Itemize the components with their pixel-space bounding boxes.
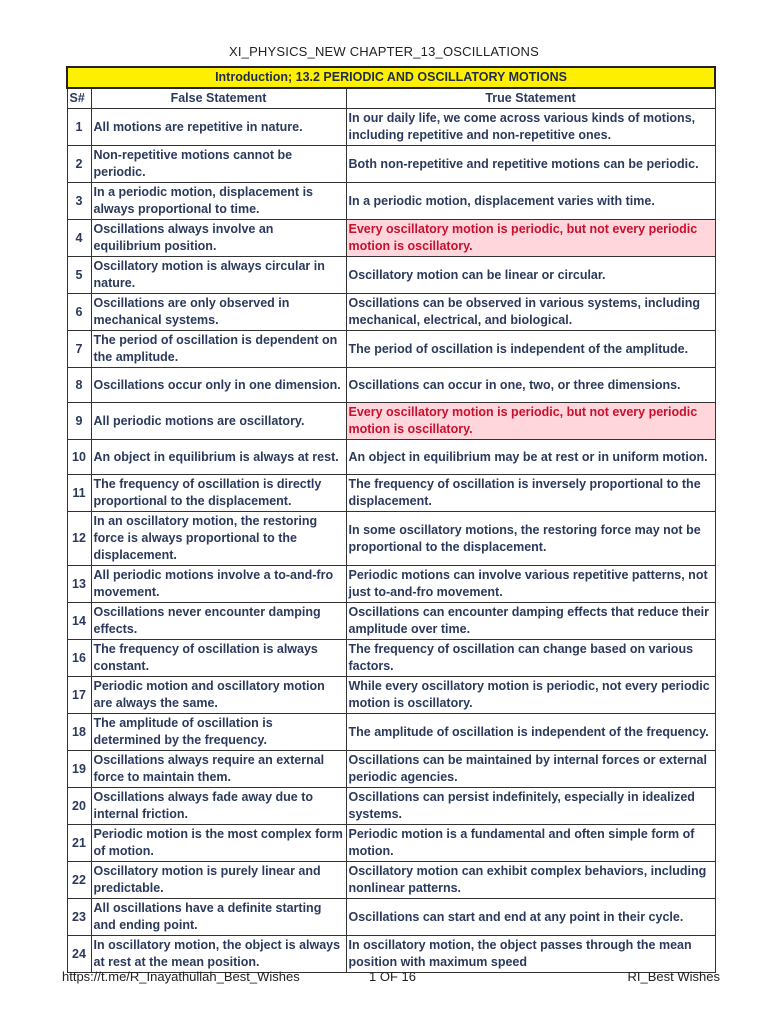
false-statement-cell: Oscillations are only observed in mechanical systems.: [91, 294, 346, 331]
true-statement-cell: Oscillations can occur in one, two, or three dimensions.: [346, 368, 715, 403]
table-row: [67, 899, 715, 936]
table-row: [67, 677, 715, 714]
table-row: [67, 257, 715, 294]
section-heading: Introduction; 13.2 PERIODIC AND OSCILLATORY MOTIONS: [67, 67, 715, 88]
false-statement-cell: The amplitude of oscillation is determined by the frequency.: [91, 714, 346, 751]
row-number: 19: [67, 751, 91, 788]
false-statement-cell: Oscillations never encounter damping effects.: [91, 603, 346, 640]
footer-link[interactable]: https://t.me/R_Inayathullah_Best_Wishes: [62, 969, 300, 984]
table-row: [67, 714, 715, 751]
table-row: [67, 183, 715, 220]
false-statement-cell: The period of oscillation is dependent on the amplitude.: [91, 331, 346, 368]
false-statement-cell: Oscillatory motion is purely linear and predictable.: [91, 862, 346, 899]
row-number: 17: [67, 677, 91, 714]
false-statement-cell: In a periodic motion, displacement is always proportional to time.: [91, 183, 346, 220]
serial-header: S#: [67, 88, 91, 109]
false-statement-cell: Non-repetitive motions cannot be periodic.: [91, 146, 346, 183]
row-number: 24: [67, 936, 91, 973]
true-statement-cell: In some oscillatory motions, the restoring force may not be proportional to the displacement.: [346, 512, 715, 566]
false-statement-cell: All periodic motions involve a to-and-fro movement.: [91, 566, 346, 603]
row-number: 14: [67, 603, 91, 640]
row-number: 20: [67, 788, 91, 825]
row-number: 13: [67, 566, 91, 603]
true-statement-header: True Statement: [346, 88, 715, 109]
row-number: 6: [67, 294, 91, 331]
false-statement-cell: The frequency of oscillation is always constant.: [91, 640, 346, 677]
table-row: [67, 294, 715, 331]
true-statement-cell: The frequency of oscillation can change based on various factors.: [346, 640, 715, 677]
row-number: 21: [67, 825, 91, 862]
row-number: 3: [67, 183, 91, 220]
false-statement-cell: Oscillations occur only in one dimension.: [91, 368, 346, 403]
row-number: 12: [67, 512, 91, 566]
true-statement-cell: Oscillatory motion can be linear or circular.: [346, 257, 715, 294]
table-row: [67, 751, 715, 788]
false-statement-cell: Oscillations always fade away due to internal friction.: [91, 788, 346, 825]
false-statement-cell: The frequency of oscillation is directly proportional to the displacement.: [91, 475, 346, 512]
table-row: [67, 788, 715, 825]
row-number: 10: [67, 440, 91, 475]
true-statement-cell: Oscillations can start and end at any point in their cycle.: [346, 899, 715, 936]
row-number: 11: [67, 475, 91, 512]
row-number: 22: [67, 862, 91, 899]
table-body: [67, 109, 715, 973]
table-row: [67, 403, 715, 440]
section-heading-row: [67, 67, 715, 88]
true-statement-cell: While every oscillatory motion is periodic, not every periodic motion is oscillatory.: [346, 677, 715, 714]
false-statement-cell: Oscillatory motion is always circular in nature.: [91, 257, 346, 294]
true-statement-cell: Oscillations can persist indefinitely, especially in idealized systems.: [346, 788, 715, 825]
true-statement-cell: Both non-repetitive and repetitive motions can be periodic.: [346, 146, 715, 183]
true-statement-cell: In oscillatory motion, the object passes through the mean position with maximum speed: [346, 936, 715, 973]
true-statement-cell: The amplitude of oscillation is independent of the frequency.: [346, 714, 715, 751]
table-row: [67, 862, 715, 899]
true-statement-cell: Periodic motions can involve various repetitive patterns, not just to-and-fro movement.: [346, 566, 715, 603]
table-row: [67, 331, 715, 368]
page-number: 1 OF 16: [369, 969, 416, 984]
statements-table: [66, 66, 716, 973]
true-statement-cell: Oscillations can be maintained by internal forces or external periodic agencies.: [346, 751, 715, 788]
true-statement-cell: An object in equilibrium may be at rest or in uniform motion.: [346, 440, 715, 475]
table-row: [67, 603, 715, 640]
true-statement-cell: Oscillations can be observed in various systems, including mechanical, electrical, and biological.: [346, 294, 715, 331]
true-statement-cell: Periodic motion is a fundamental and often simple form of motion.: [346, 825, 715, 862]
table-row: [67, 936, 715, 973]
true-statement-cell: Every oscillatory motion is periodic, but not every periodic motion is oscillatory.: [346, 220, 715, 257]
false-statement-cell: Oscillations always require an external force to maintain them.: [91, 751, 346, 788]
footer-signature: RI_Best Wishes: [627, 969, 720, 984]
false-statement-header: False Statement: [91, 88, 346, 109]
false-statement-cell: All oscillations have a definite starting and ending point.: [91, 899, 346, 936]
document-title: XI_PHYSICS_NEW CHAPTER_13_OSCILLATIONS: [228, 44, 540, 59]
false-statement-cell: In an oscillatory motion, the restoring force is always proportional to the displacement.: [91, 512, 346, 566]
row-number: 16: [67, 640, 91, 677]
false-statement-cell: Oscillations always involve an equilibrium position.: [91, 220, 346, 257]
table-row: [67, 512, 715, 566]
column-header-row: [67, 88, 715, 109]
row-number: 1: [67, 109, 91, 146]
true-statement-cell: The period of oscillation is independent of the amplitude.: [346, 331, 715, 368]
true-statement-cell: In our daily life, we come across various kinds of motions, including repetitive and non-repetitive ones.: [346, 109, 715, 146]
table-row: [67, 109, 715, 146]
true-statement-cell: The frequency of oscillation is inversely proportional to the displacement.: [346, 475, 715, 512]
table-row: [67, 825, 715, 862]
table-row: [67, 475, 715, 512]
true-statement-cell: Every oscillatory motion is periodic, but not every periodic motion is oscillatory.: [346, 403, 715, 440]
row-number: 18: [67, 714, 91, 751]
row-number: 4: [67, 220, 91, 257]
true-statement-cell: In a periodic motion, displacement varies with time.: [346, 183, 715, 220]
false-statement-cell: In oscillatory motion, the object is always at rest at the mean position.: [91, 936, 346, 973]
false-statement-cell: All periodic motions are oscillatory.: [91, 403, 346, 440]
row-number: 8: [67, 368, 91, 403]
row-number: 5: [67, 257, 91, 294]
row-number: 23: [67, 899, 91, 936]
true-statement-cell: Oscillatory motion can exhibit complex behaviors, including nonlinear patterns.: [346, 862, 715, 899]
table-row: [67, 146, 715, 183]
false-statement-cell: An object in equilibrium is always at rest.: [91, 440, 346, 475]
table-row: [67, 368, 715, 403]
false-statement-cell: Periodic motion is the most complex form of motion.: [91, 825, 346, 862]
false-statement-cell: Periodic motion and oscillatory motion are always the same.: [91, 677, 346, 714]
row-number: 2: [67, 146, 91, 183]
row-number: 9: [67, 403, 91, 440]
false-statement-cell: All motions are repetitive in nature.: [91, 109, 346, 146]
true-statement-cell: Oscillations can encounter damping effects that reduce their amplitude over time.: [346, 603, 715, 640]
table-row: [67, 220, 715, 257]
table-row: [67, 566, 715, 603]
table-row: [67, 440, 715, 475]
table-row: [67, 640, 715, 677]
row-number: 7: [67, 331, 91, 368]
